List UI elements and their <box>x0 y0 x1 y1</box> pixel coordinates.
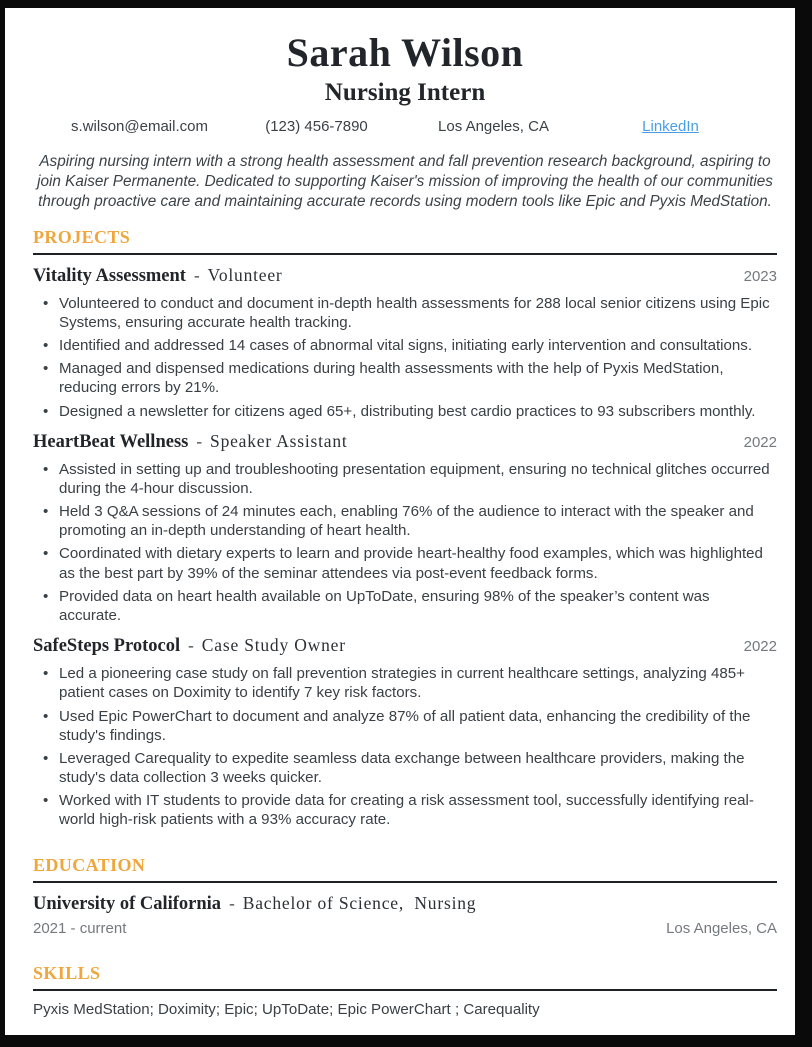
project-bullet-list <box>33 664 777 829</box>
project-item <box>33 265 777 421</box>
project-title: SafeSteps Protocol <box>33 636 181 657</box>
project-date: 2023 <box>743 267 777 285</box>
bullet-item: • Managed and dispensed medications during health assessments with the help of Pyxis MedStation, reducing errors by 21%. <box>33 359 777 397</box>
linkedin-link[interactable]: LinkedIn <box>642 118 699 135</box>
contact-location: Los Angeles, CA <box>438 118 549 135</box>
bullet-item: • Coordinated with dietary experts to learn and provide heart-healthy food examples, which was highlighted as the best part by 39% of the seminar attendees via post-event feedback forms. <box>33 544 777 582</box>
bullet-item: • Identified and addressed 14 cases of abnormal vital signs, initiating early intervention and consultations. <box>33 336 777 355</box>
section-rule <box>33 881 777 883</box>
bullet-item: • Leveraged Carequality to expedite seamless data exchange between healthcare providers, making the study's data collection 3 weeks quicker. <box>33 749 777 787</box>
project-bullet-list <box>33 460 777 625</box>
section-rule <box>33 989 777 991</box>
bullet-item: • Led a pioneering case study on fall prevention strategies in current healthcare settings, analyzing 485+ patient cases on Doximity to identify 7 key risk factors. <box>33 664 777 702</box>
bullet-item: • Held 3 Q&A sessions of 24 minutes each, enabling 76% of the audience to interact with the speaker and promoting an in-depth understanding of heart health. <box>33 502 777 540</box>
title-role-separator: - <box>188 636 194 656</box>
title-role-separator: - <box>193 265 200 285</box>
project-title: HeartBeat Wellness <box>33 431 189 452</box>
projects-section-heading: PROJECTS <box>33 227 131 248</box>
bullet-item: • Used Epic PowerChart to document and analyze 87% of all patient data, enhancing the credibility of the study's findings. <box>33 707 777 745</box>
project-title: Vitality Assessment <box>33 265 186 286</box>
resume-page <box>5 8 795 1035</box>
contact-email: s.wilson@email.com <box>71 118 208 135</box>
title-role-separator: - <box>229 894 235 914</box>
project-bullet-list <box>33 294 777 421</box>
project-role: Speaker Assistant <box>210 430 348 451</box>
project-date: 2022 <box>743 433 777 451</box>
education-item <box>33 893 777 937</box>
skills-list: Pyxis MedStation; Doximity; Epic; UpToDate; Epic PowerChart ; Carequality <box>33 1000 540 1018</box>
project-role: Case Study Owner <box>201 635 346 656</box>
contact-row <box>51 117 759 137</box>
contact-phone: (123) 456-7890 <box>265 118 368 135</box>
project-role: Volunteer <box>207 264 283 285</box>
skills-section-heading: SKILLS <box>33 963 101 984</box>
bullet-item: • Assisted in setting up and troubleshooting presentation equipment, ensuring no technical glitches occurred during the 4-hour discussion. <box>33 460 777 498</box>
education-dates: 2021 - current <box>33 920 127 938</box>
title-role-separator: - <box>196 431 203 451</box>
project-header <box>33 265 777 288</box>
education-section-heading: EDUCATION <box>33 855 146 876</box>
education-location: Los Angeles, CA <box>666 920 777 938</box>
bullet-item: • Provided data on heart health available on UpToDate, ensuring 98% of the speaker’s content was accurate. <box>33 587 777 625</box>
project-header <box>33 431 777 454</box>
project-date: 2022 <box>743 638 777 656</box>
bullet-item: • Worked with IT students to provide data for creating a risk assessment tool, successfully identifying real-world high-risk patients with a 93% accuracy rate. <box>33 791 777 829</box>
education-degree: Bachelor of Science, Nursing <box>242 893 477 914</box>
bullet-item: • Volunteered to conduct and document in-depth health assessments for 288 local senior citizens using Epic Systems, ensuring accurate health tracking. <box>33 294 777 332</box>
education-school: University of California <box>33 894 222 915</box>
candidate-title: Nursing Intern <box>324 79 486 106</box>
project-header <box>33 635 777 658</box>
education-meta-row <box>33 920 777 937</box>
bullet-item: • Designed a newsletter for citizens aged 65+, distributing best cardio practices to 93 subscribers monthly. <box>33 402 777 421</box>
summary-paragraph: Aspiring nursing intern with a strong health assessment and fall prevention research background, aspiring to join Kaiser Permanente. Dedicated to supporting Kaiser's mission of improving the health of our communities through proactive care and maintaining accurate records using modern tools like Epic and Pyxis MedStation. <box>37 152 773 210</box>
project-item <box>33 431 777 625</box>
contact-linkedin-wrap <box>582 117 759 137</box>
project-item <box>33 635 777 829</box>
candidate-name: Sarah Wilson <box>286 30 524 75</box>
education-header <box>33 893 777 916</box>
section-rule <box>33 253 777 255</box>
